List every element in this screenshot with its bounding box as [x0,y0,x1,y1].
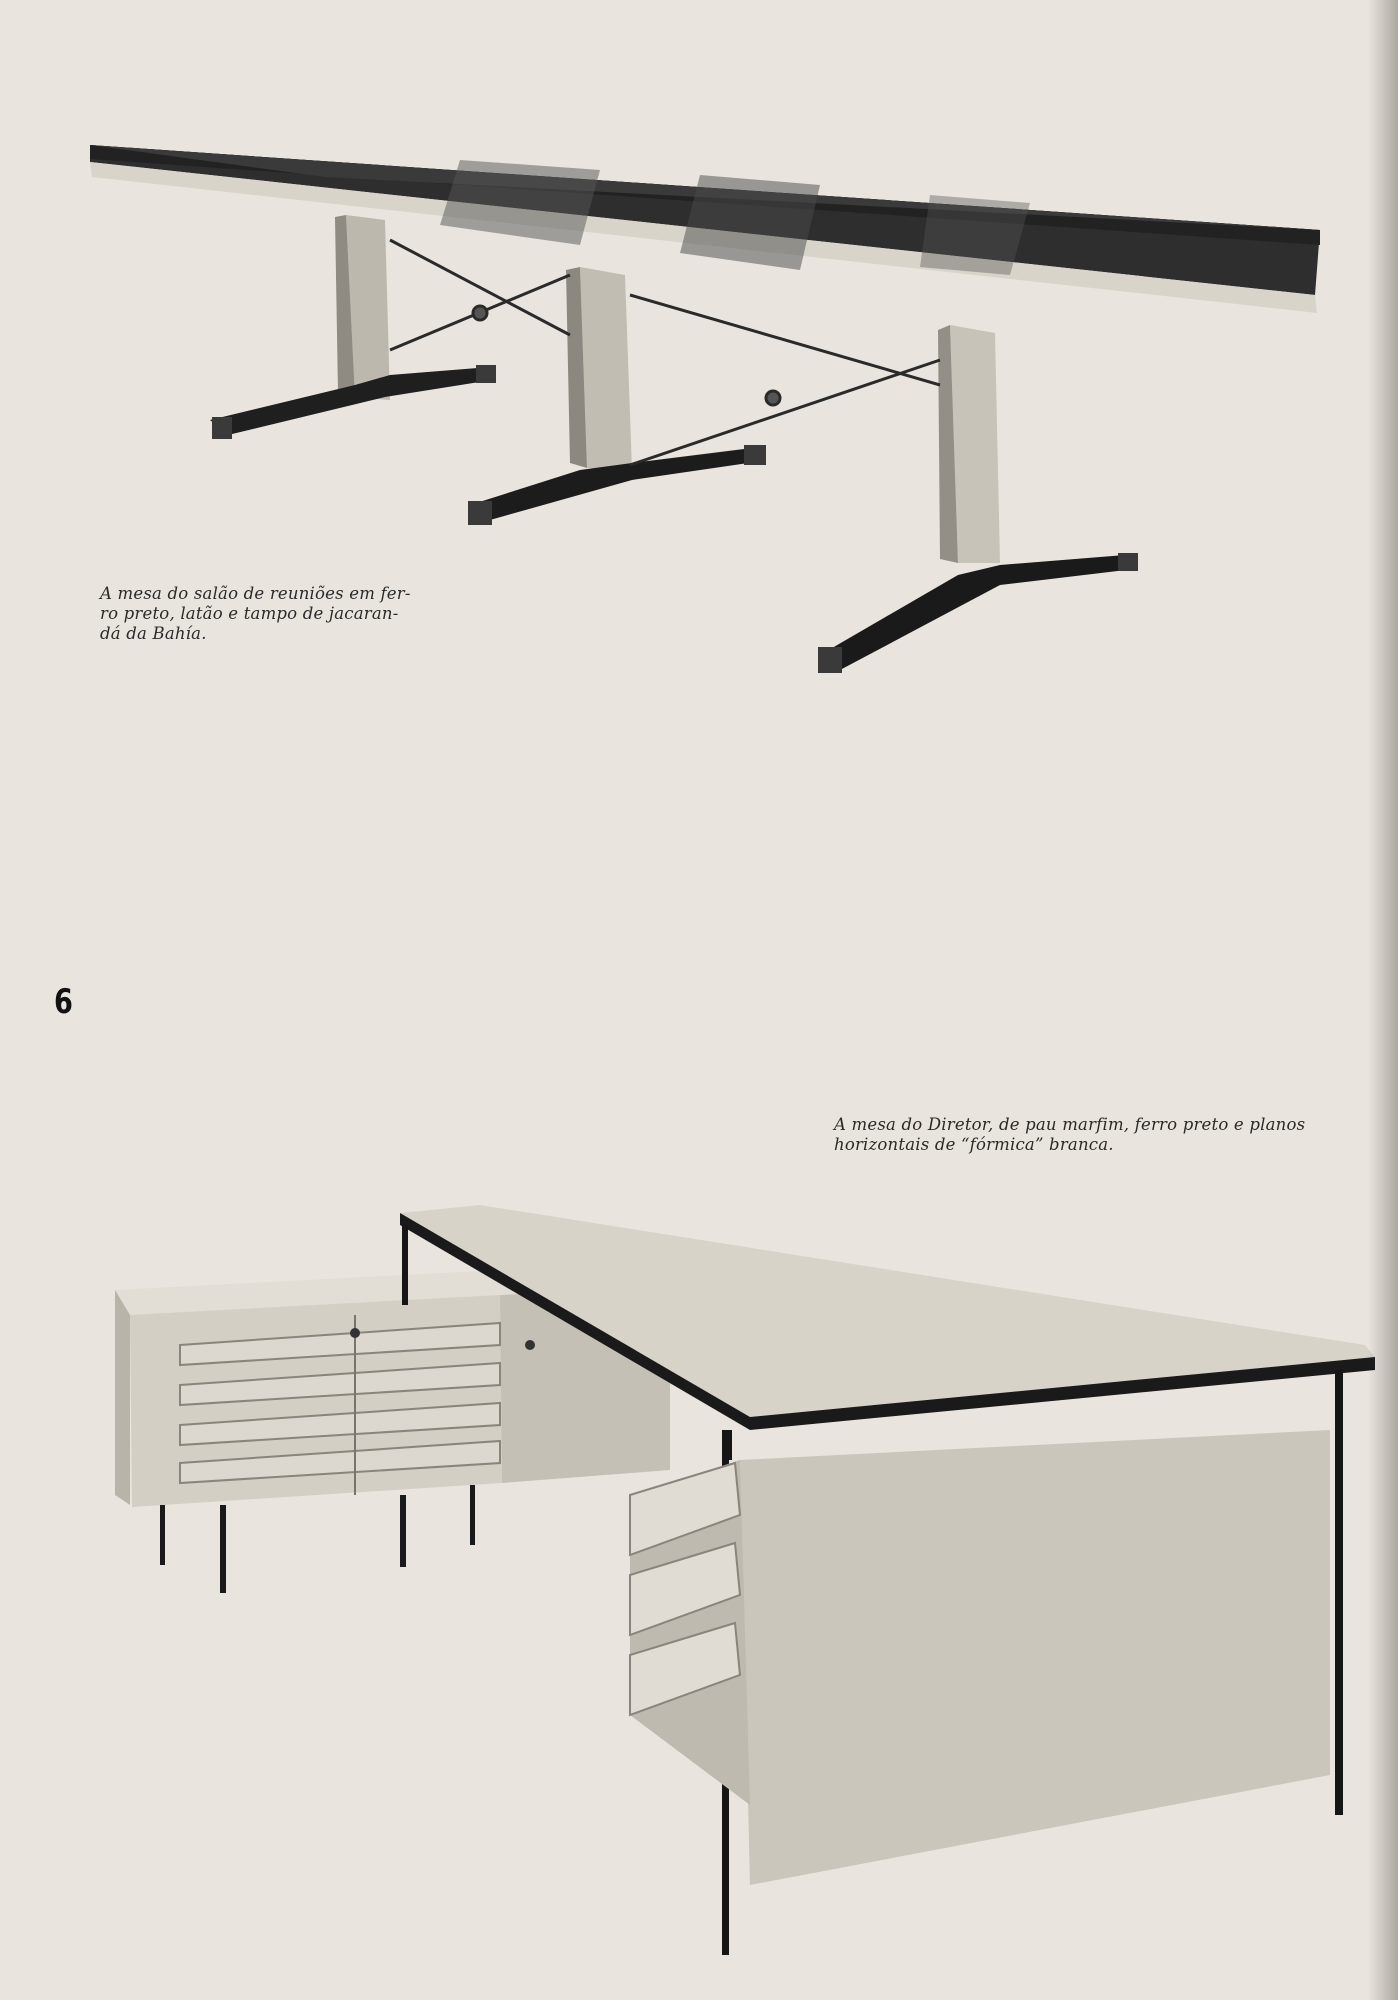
table-leg-left [210,215,496,439]
tabletop [90,145,1320,313]
caption-line: A mesa do salão de reuniões em fer- [100,584,411,603]
caption-line: horizontais de “fórmica” branca. [834,1135,1114,1154]
page-number: 6 [54,982,73,1022]
caption-line: A mesa do Diretor, de pau marfim, ferro preto e planos [834,1115,1306,1134]
caption-line: dá da Bahía. [100,624,207,643]
meeting-table-caption [100,584,460,644]
page-gutter-shadow [1368,0,1398,2000]
table-leg-right [818,325,1138,673]
director-desk-photo [110,1205,1380,1965]
director-desk-caption [834,1115,1374,1155]
caption-line: ro preto, latão e tampo de jacaran- [100,604,399,623]
cross-braces [390,240,940,465]
desk-pedestal [630,1430,1330,1885]
